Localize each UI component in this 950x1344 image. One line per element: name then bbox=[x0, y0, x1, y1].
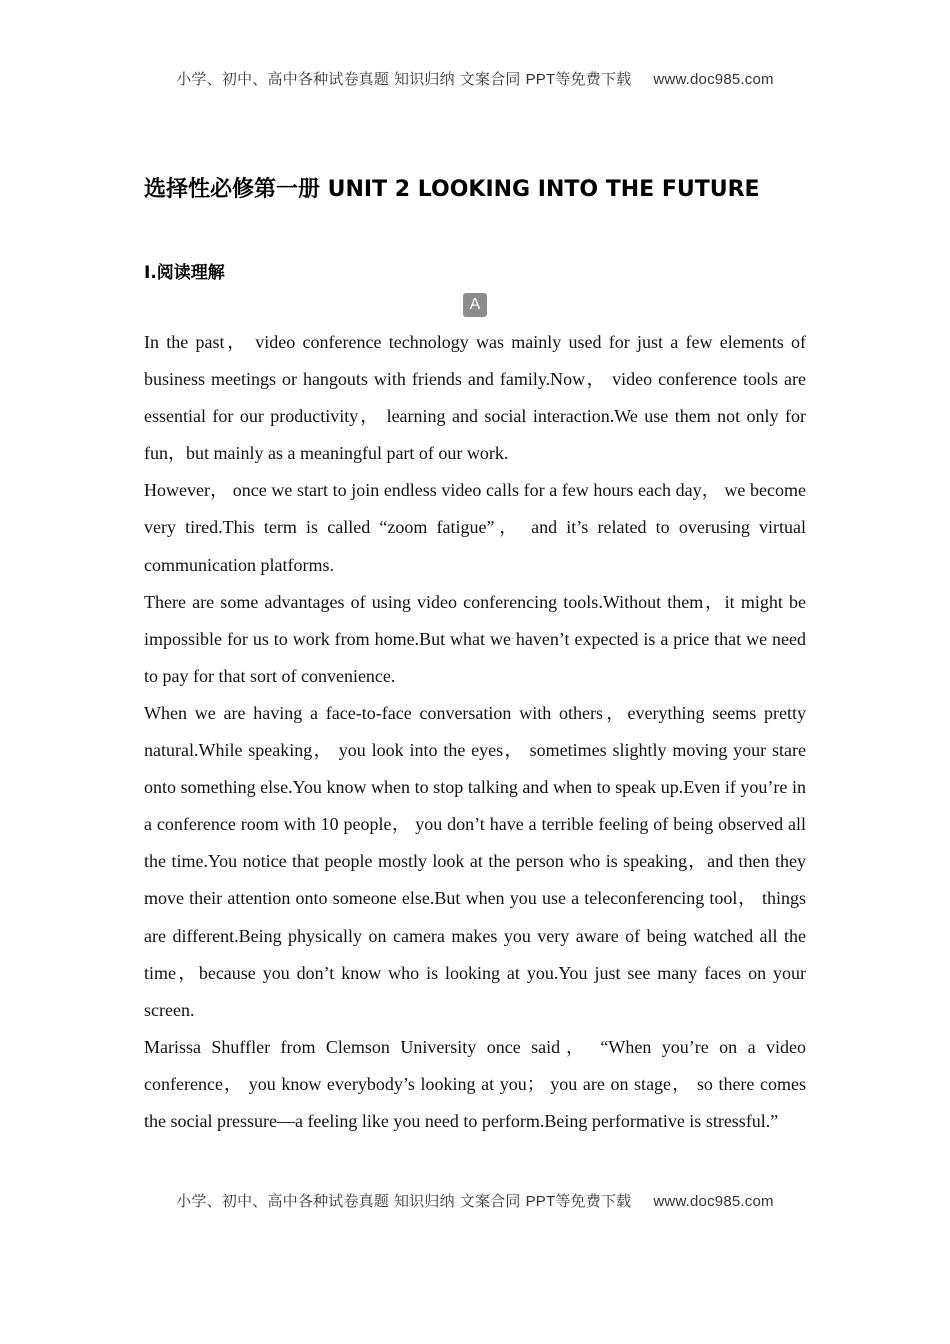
footer-site-link[interactable]: www.doc985.com bbox=[653, 1193, 774, 1210]
footer-download-text: 等免费下载 bbox=[555, 1192, 632, 1210]
page-footer bbox=[0, 1190, 950, 1211]
paragraph-4: When we are having a face-to-face conversation with others，everything seems pretty natural.While speaking， you look into the eyes， sometimes slightly moving your stare onto something else.You know when to stop talking and when to speak up.Even if you’re in a conference room with 10 people， you don’t have a terrible feeling of being observed all the time.You notice that people mostly look at the person who is speaking，and then they move their attention onto someone else.But when you use a teleconferencing tool， things are different.Being physically on camera makes you very aware of being watched all the time，because you don’t know who is looking at you.You just see many faces on your screen. bbox=[144, 702, 806, 1020]
footer-text: 小学、初中、高中各种试卷真题 知识归纳 文案合同 bbox=[176, 1192, 526, 1210]
paragraph-2: However， once we start to join endless video calls for a few hours each day， we become very tired.This term is called “zoom fatigue”， and it’s related to overusing virtual communication platforms. bbox=[144, 480, 806, 575]
paragraph-5: Marissa Shuffler from Clemson University once said， “When you’re on a video conference， you know everybody’s looking at you； you are on stage， so there comes the social pressure—a feeling like you need to perform.Being performative is stressful.” bbox=[144, 1036, 806, 1131]
paragraph-1: In the past， video conference technology was mainly used for just a few elements of business meetings or hangouts with friends and family.Now， video conference tools are essential for our productivity， learning and social interaction.We use them not only for fun，but mainly as a meaningful part of our work. bbox=[144, 332, 806, 464]
header-site-link[interactable]: www.doc985.com bbox=[653, 71, 774, 88]
reading-passage bbox=[144, 324, 806, 1140]
section-heading: Ⅰ.阅读理解 bbox=[144, 263, 225, 283]
paragraph-3: There are some advantages of using video conferencing tools.Without them，it might be impossible for us to work from home.But what we haven’t expected is a price that we need to pay for that sort of convenience. bbox=[144, 591, 806, 686]
header-download-text: 等免费下载 bbox=[555, 70, 632, 88]
footer-ppt-text: PPT bbox=[525, 1193, 556, 1210]
document-title: 选择性必修第一册 UNIT 2 LOOKING INTO THE FUTURE bbox=[144, 177, 760, 202]
page-header bbox=[0, 68, 950, 89]
header-ppt-text: PPT bbox=[525, 71, 556, 88]
header-text: 小学、初中、高中各种试卷真题 知识归纳 文案合同 bbox=[176, 70, 526, 88]
passage-label-badge: A bbox=[463, 293, 487, 317]
